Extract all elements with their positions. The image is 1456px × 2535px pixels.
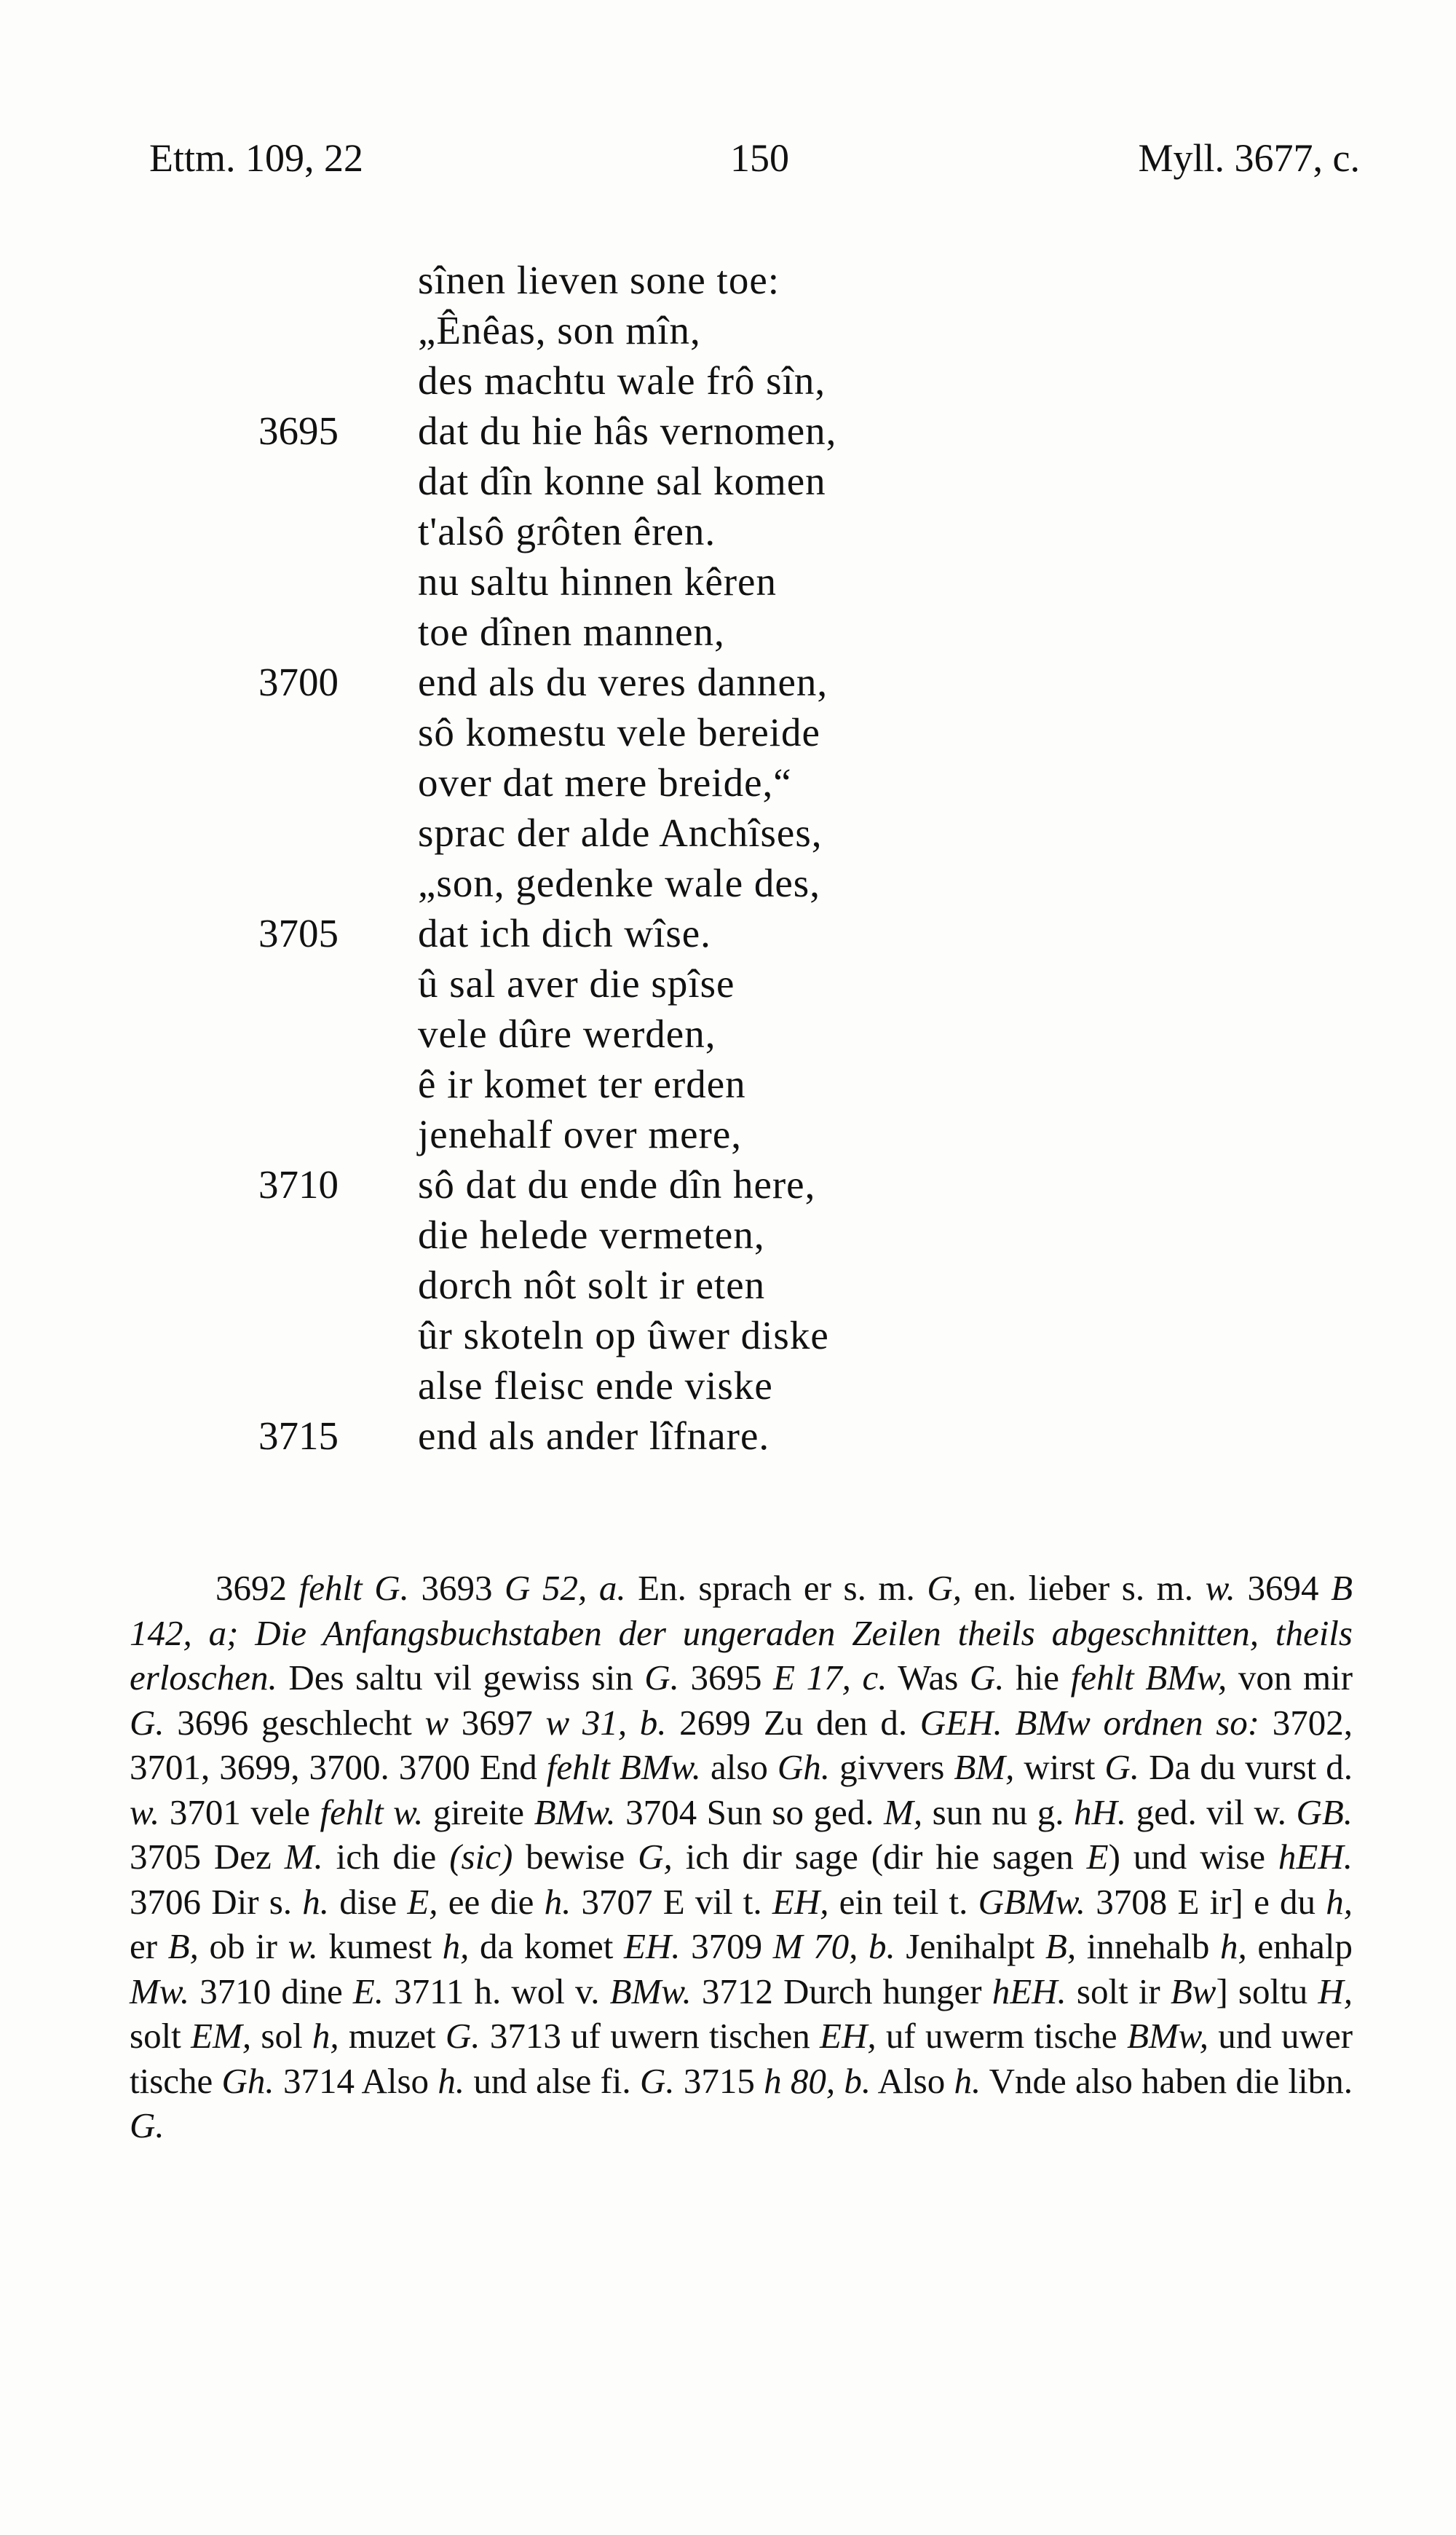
note-italic-segment: G. bbox=[130, 1702, 165, 1743]
note-segment: 3708 E ir] e du bbox=[1085, 1881, 1326, 1922]
note-italic-segment: h. bbox=[302, 1881, 330, 1922]
note-segment: Was bbox=[887, 1657, 970, 1698]
verse-line bbox=[0, 556, 1456, 607]
verse-line bbox=[0, 406, 1456, 456]
verse-text-line: jenehalf over mere, bbox=[418, 1112, 743, 1156]
note-italic-segment: G. bbox=[644, 1657, 679, 1698]
note-italic-segment: G. bbox=[130, 2105, 165, 2145]
note-segment: ) und wise bbox=[1108, 1837, 1278, 1877]
note-italic-segment: GEH. BMw ordnen so: bbox=[919, 1702, 1260, 1743]
note-italic-segment: Gh. bbox=[777, 1747, 831, 1787]
note-italic-segment: B 142, a; Die Anfangsbuchstaben der ungeraden Zeilen theils abgeschnitten, theils erloschen. bbox=[130, 1568, 1353, 1698]
note-segment: sol bbox=[251, 2016, 312, 2056]
note-segment: von mir bbox=[1227, 1657, 1353, 1698]
verse-line bbox=[0, 1310, 1456, 1360]
line-number: 3700 bbox=[258, 660, 339, 704]
verse-line bbox=[0, 908, 1456, 958]
note-segment: ob ir bbox=[198, 1926, 288, 1966]
note-segment: 3709 bbox=[680, 1926, 773, 1966]
note-italic-segment: h, bbox=[1326, 1881, 1353, 1922]
note-segment: 3693 bbox=[408, 1568, 505, 1608]
verse-text-line: des machtu wale frô sîn, bbox=[418, 358, 826, 403]
note-segment: 3704 Sun so ged. bbox=[615, 1791, 885, 1832]
note-segment: 3702, 3701, 3699, 3700. 3700 End bbox=[130, 1702, 1353, 1787]
verse-line bbox=[0, 858, 1456, 908]
note-segment: en. lieber s. m. bbox=[962, 1568, 1206, 1608]
note-italic-segment: E 17, c. bbox=[773, 1657, 887, 1698]
note-italic-segment: G. bbox=[639, 2060, 675, 2101]
note-italic-segment: GBMw. bbox=[978, 1881, 1086, 1922]
note-segment: 3696 geschlecht bbox=[164, 1702, 425, 1743]
note-segment: wirst bbox=[1014, 1747, 1105, 1787]
note-segment: 3694 bbox=[1235, 1568, 1332, 1608]
note-italic-segment: B, bbox=[167, 1926, 199, 1966]
note-segment: sun nu g. bbox=[922, 1791, 1075, 1832]
note-italic-segment: h. bbox=[438, 2060, 465, 2101]
note-italic-segment: EH. bbox=[623, 1926, 681, 1966]
note-italic-segment: BM, bbox=[954, 1747, 1015, 1787]
note-segment: enhalp bbox=[1246, 1926, 1353, 1966]
note-italic-segment: GB. bbox=[1296, 1791, 1353, 1832]
note-segment: 3692 bbox=[215, 1568, 299, 1608]
verse-text-line: vele dûre werden, bbox=[418, 1012, 716, 1056]
note-italic-segment: w. bbox=[1205, 1568, 1235, 1608]
verse-line bbox=[0, 456, 1456, 506]
verse-text-line: t'alsô grôten êren. bbox=[418, 509, 716, 553]
verse-text-line: sô komestu vele bereide bbox=[418, 710, 820, 754]
verse-line bbox=[0, 1009, 1456, 1059]
note-italic-segment: fehlt BMw, bbox=[1070, 1657, 1227, 1698]
note-italic-segment: M, bbox=[884, 1791, 923, 1832]
note-segment: Des saltu vil gewiss sin bbox=[277, 1657, 645, 1698]
note-italic-segment: E, bbox=[407, 1881, 438, 1922]
note-segment: 3695 bbox=[678, 1657, 774, 1698]
note-italic-segment: BMw. bbox=[534, 1791, 616, 1832]
verse-text-line: toe dînen mannen, bbox=[418, 610, 725, 654]
note-segment: uf uwerm tische bbox=[876, 2016, 1127, 2056]
header-left: Ettm. 109, 22 bbox=[149, 136, 363, 180]
verse-line bbox=[0, 808, 1456, 858]
note-italic-segment: G 52, a. bbox=[505, 1568, 626, 1608]
note-segment: kumest bbox=[317, 1926, 443, 1966]
note-italic-segment: (sic) bbox=[449, 1837, 513, 1877]
note-segment: 3705 Dez bbox=[130, 1837, 285, 1877]
verse-text-line: dat ich dich wîse. bbox=[418, 911, 711, 955]
verse-line bbox=[0, 255, 1456, 305]
note-segment: Vnde also haben die libn. bbox=[981, 2060, 1353, 2101]
note-segment: dise bbox=[329, 1881, 408, 1922]
note-italic-segment: w. bbox=[130, 1791, 160, 1832]
verse-line bbox=[0, 1159, 1456, 1210]
verse-line bbox=[0, 1109, 1456, 1159]
note-segment: er bbox=[130, 1926, 168, 1966]
line-number: 3705 bbox=[258, 911, 339, 955]
verse-line bbox=[0, 958, 1456, 1009]
note-italic-segment: hH. bbox=[1074, 1791, 1127, 1832]
note-segment: ich die bbox=[323, 1837, 450, 1877]
note-segment: 2699 Zu den d. bbox=[666, 1702, 920, 1743]
note-segment: Also bbox=[871, 2060, 954, 2101]
verse-line bbox=[0, 657, 1456, 707]
note-italic-segment: hEH. bbox=[992, 1971, 1067, 2011]
verse-text-line: end als du veres dannen, bbox=[418, 660, 828, 704]
note-segment: 3697 bbox=[448, 1702, 546, 1743]
note-italic-segment: w. bbox=[288, 1926, 318, 1966]
verse-line bbox=[0, 1360, 1456, 1411]
verse-text-line: „Ênêas, son mîn, bbox=[418, 308, 701, 352]
note-italic-segment: Gh. bbox=[221, 2060, 274, 2101]
note-segment: En. sprach er s. m. bbox=[625, 1568, 927, 1608]
verse-text-line: sprac der alde Anchîses, bbox=[418, 811, 823, 855]
verse-text-line: nu saltu hinnen kêren bbox=[418, 559, 777, 604]
note-italic-segment: EH, bbox=[772, 1881, 829, 1922]
note-italic-segment: H, bbox=[1318, 1971, 1353, 2011]
verse-text-line: over dat mere breide,“ bbox=[418, 760, 792, 805]
note-italic-segment: Mw. bbox=[130, 1971, 190, 2011]
verse-line bbox=[0, 305, 1456, 355]
verse-text-line: ê ir komet ter erden bbox=[418, 1062, 746, 1106]
note-italic-segment: BMw, bbox=[1126, 2016, 1208, 2056]
note-italic-segment: h. bbox=[954, 2060, 981, 2101]
note-segment: 3711 h. wol v. bbox=[384, 1971, 610, 2011]
line-number: 3710 bbox=[258, 1162, 339, 1207]
note-segment: gireite bbox=[423, 1791, 534, 1832]
note-segment: Da du vurst d. bbox=[1139, 1747, 1353, 1787]
note-italic-segment: h, bbox=[442, 1926, 470, 1966]
note-segment: 3706 Dir s. bbox=[130, 1881, 303, 1922]
note-italic-segment: fehlt BMw. bbox=[546, 1747, 701, 1787]
verse-text-line: ûr skoteln op ûwer diske bbox=[418, 1313, 829, 1357]
verse-text-line: dat dîn konne sal komen bbox=[418, 459, 826, 503]
verse-line bbox=[0, 1059, 1456, 1109]
note-segment: solt ir bbox=[1066, 1971, 1171, 2011]
note-italic-segment: fehlt G. bbox=[298, 1568, 409, 1608]
note-segment: und alse fi. bbox=[464, 2060, 640, 2101]
note-segment: ged. vil w. bbox=[1126, 1791, 1297, 1832]
note-italic-segment: h, bbox=[312, 2016, 339, 2056]
note-segment: und uwer tische bbox=[130, 2016, 1353, 2101]
note-segment: 3707 E vil t. bbox=[571, 1881, 772, 1922]
note-italic-segment: G. bbox=[1104, 1747, 1140, 1787]
verse-line bbox=[0, 506, 1456, 556]
note-italic-segment: hEH. bbox=[1278, 1837, 1353, 1877]
verse-text-line: alse fleisc ende viske bbox=[418, 1363, 773, 1408]
note-italic-segment: h, bbox=[1220, 1926, 1247, 1966]
note-italic-segment: EH, bbox=[820, 2016, 877, 2056]
verse-text-line: sînen lieven sone toe: bbox=[418, 258, 780, 302]
verse-line bbox=[0, 707, 1456, 757]
note-italic-segment: fehlt w. bbox=[320, 1791, 424, 1832]
verse-text-line: die helede vermeten, bbox=[418, 1213, 765, 1257]
note-segment: innehalb bbox=[1076, 1926, 1221, 1966]
critical-apparatus bbox=[130, 1566, 1353, 2148]
note-segment: ich dir sage (dir hie sagen bbox=[672, 1837, 1087, 1877]
note-italic-segment: G. bbox=[445, 2016, 480, 2056]
verse-line bbox=[0, 757, 1456, 808]
note-segment: hie bbox=[1004, 1657, 1071, 1698]
verse-text-line: sô dat du ende dîn here, bbox=[418, 1162, 816, 1207]
note-italic-segment: EM, bbox=[191, 2016, 252, 2056]
note-italic-segment: E bbox=[1086, 1837, 1109, 1877]
verse-text-line: „son, gedenke wale des, bbox=[418, 861, 820, 905]
verse-text-line: dorch nôt solt ir eten bbox=[418, 1263, 766, 1307]
note-segment: da komet bbox=[469, 1926, 624, 1966]
note-italic-segment: h. bbox=[544, 1881, 571, 1922]
note-segment: 3714 Also bbox=[274, 2060, 438, 2101]
note-segment: also bbox=[700, 1747, 778, 1787]
verse-line bbox=[0, 355, 1456, 406]
note-italic-segment: B, bbox=[1045, 1926, 1077, 1966]
line-number: 3715 bbox=[258, 1414, 339, 1458]
verse-line bbox=[0, 1210, 1456, 1260]
note-italic-segment: E. bbox=[352, 1971, 384, 2011]
verse-text-line: û sal aver die spîse bbox=[418, 961, 735, 1006]
page-header bbox=[0, 135, 1456, 186]
note-italic-segment: w 31, b. bbox=[545, 1702, 667, 1743]
verse-line bbox=[0, 607, 1456, 657]
note-italic-segment: M. bbox=[284, 1837, 323, 1877]
note-italic-segment: BMw. bbox=[609, 1971, 692, 2011]
note-italic-segment: G. bbox=[969, 1657, 1005, 1698]
verse-text bbox=[0, 255, 1456, 1461]
note-segment: givvers bbox=[830, 1747, 954, 1787]
note-italic-segment: h 80, b. bbox=[764, 2060, 871, 2101]
page-number: 150 bbox=[730, 136, 789, 180]
note-segment: 3701 vele bbox=[159, 1791, 320, 1832]
note-segment: ein teil t. bbox=[828, 1881, 978, 1922]
note-segment: Jenihalpt bbox=[895, 1926, 1045, 1966]
note-italic-segment: Bw bbox=[1170, 1971, 1216, 2011]
line-number: 3695 bbox=[258, 409, 339, 453]
note-segment: 3712 Durch hunger bbox=[691, 1971, 992, 2011]
verse-line bbox=[0, 1260, 1456, 1310]
note-italic-segment: G, bbox=[638, 1837, 673, 1877]
note-segment: ] soltu bbox=[1216, 1971, 1318, 2011]
verse-line bbox=[0, 1411, 1456, 1461]
note-segment: 3710 dine bbox=[189, 1971, 353, 2011]
verse-text-line: end als ander lîfnare. bbox=[418, 1414, 770, 1458]
note-segment: 3715 bbox=[674, 2060, 764, 2101]
note-segment: ee die bbox=[438, 1881, 545, 1922]
verse-text-line: dat du hie hâs vernomen, bbox=[418, 409, 837, 453]
note-segment: bewise bbox=[513, 1837, 638, 1877]
note-segment: 3713 uf uwern tischen bbox=[480, 2016, 820, 2056]
note-segment: muzet bbox=[339, 2016, 446, 2056]
note-segment: solt bbox=[130, 2016, 191, 2056]
note-italic-segment: w bbox=[424, 1702, 449, 1743]
note-italic-segment: G, bbox=[927, 1568, 962, 1608]
header-right: Myll. 3677, c. bbox=[1138, 136, 1360, 180]
note-italic-segment: M 70, b. bbox=[772, 1926, 895, 1966]
